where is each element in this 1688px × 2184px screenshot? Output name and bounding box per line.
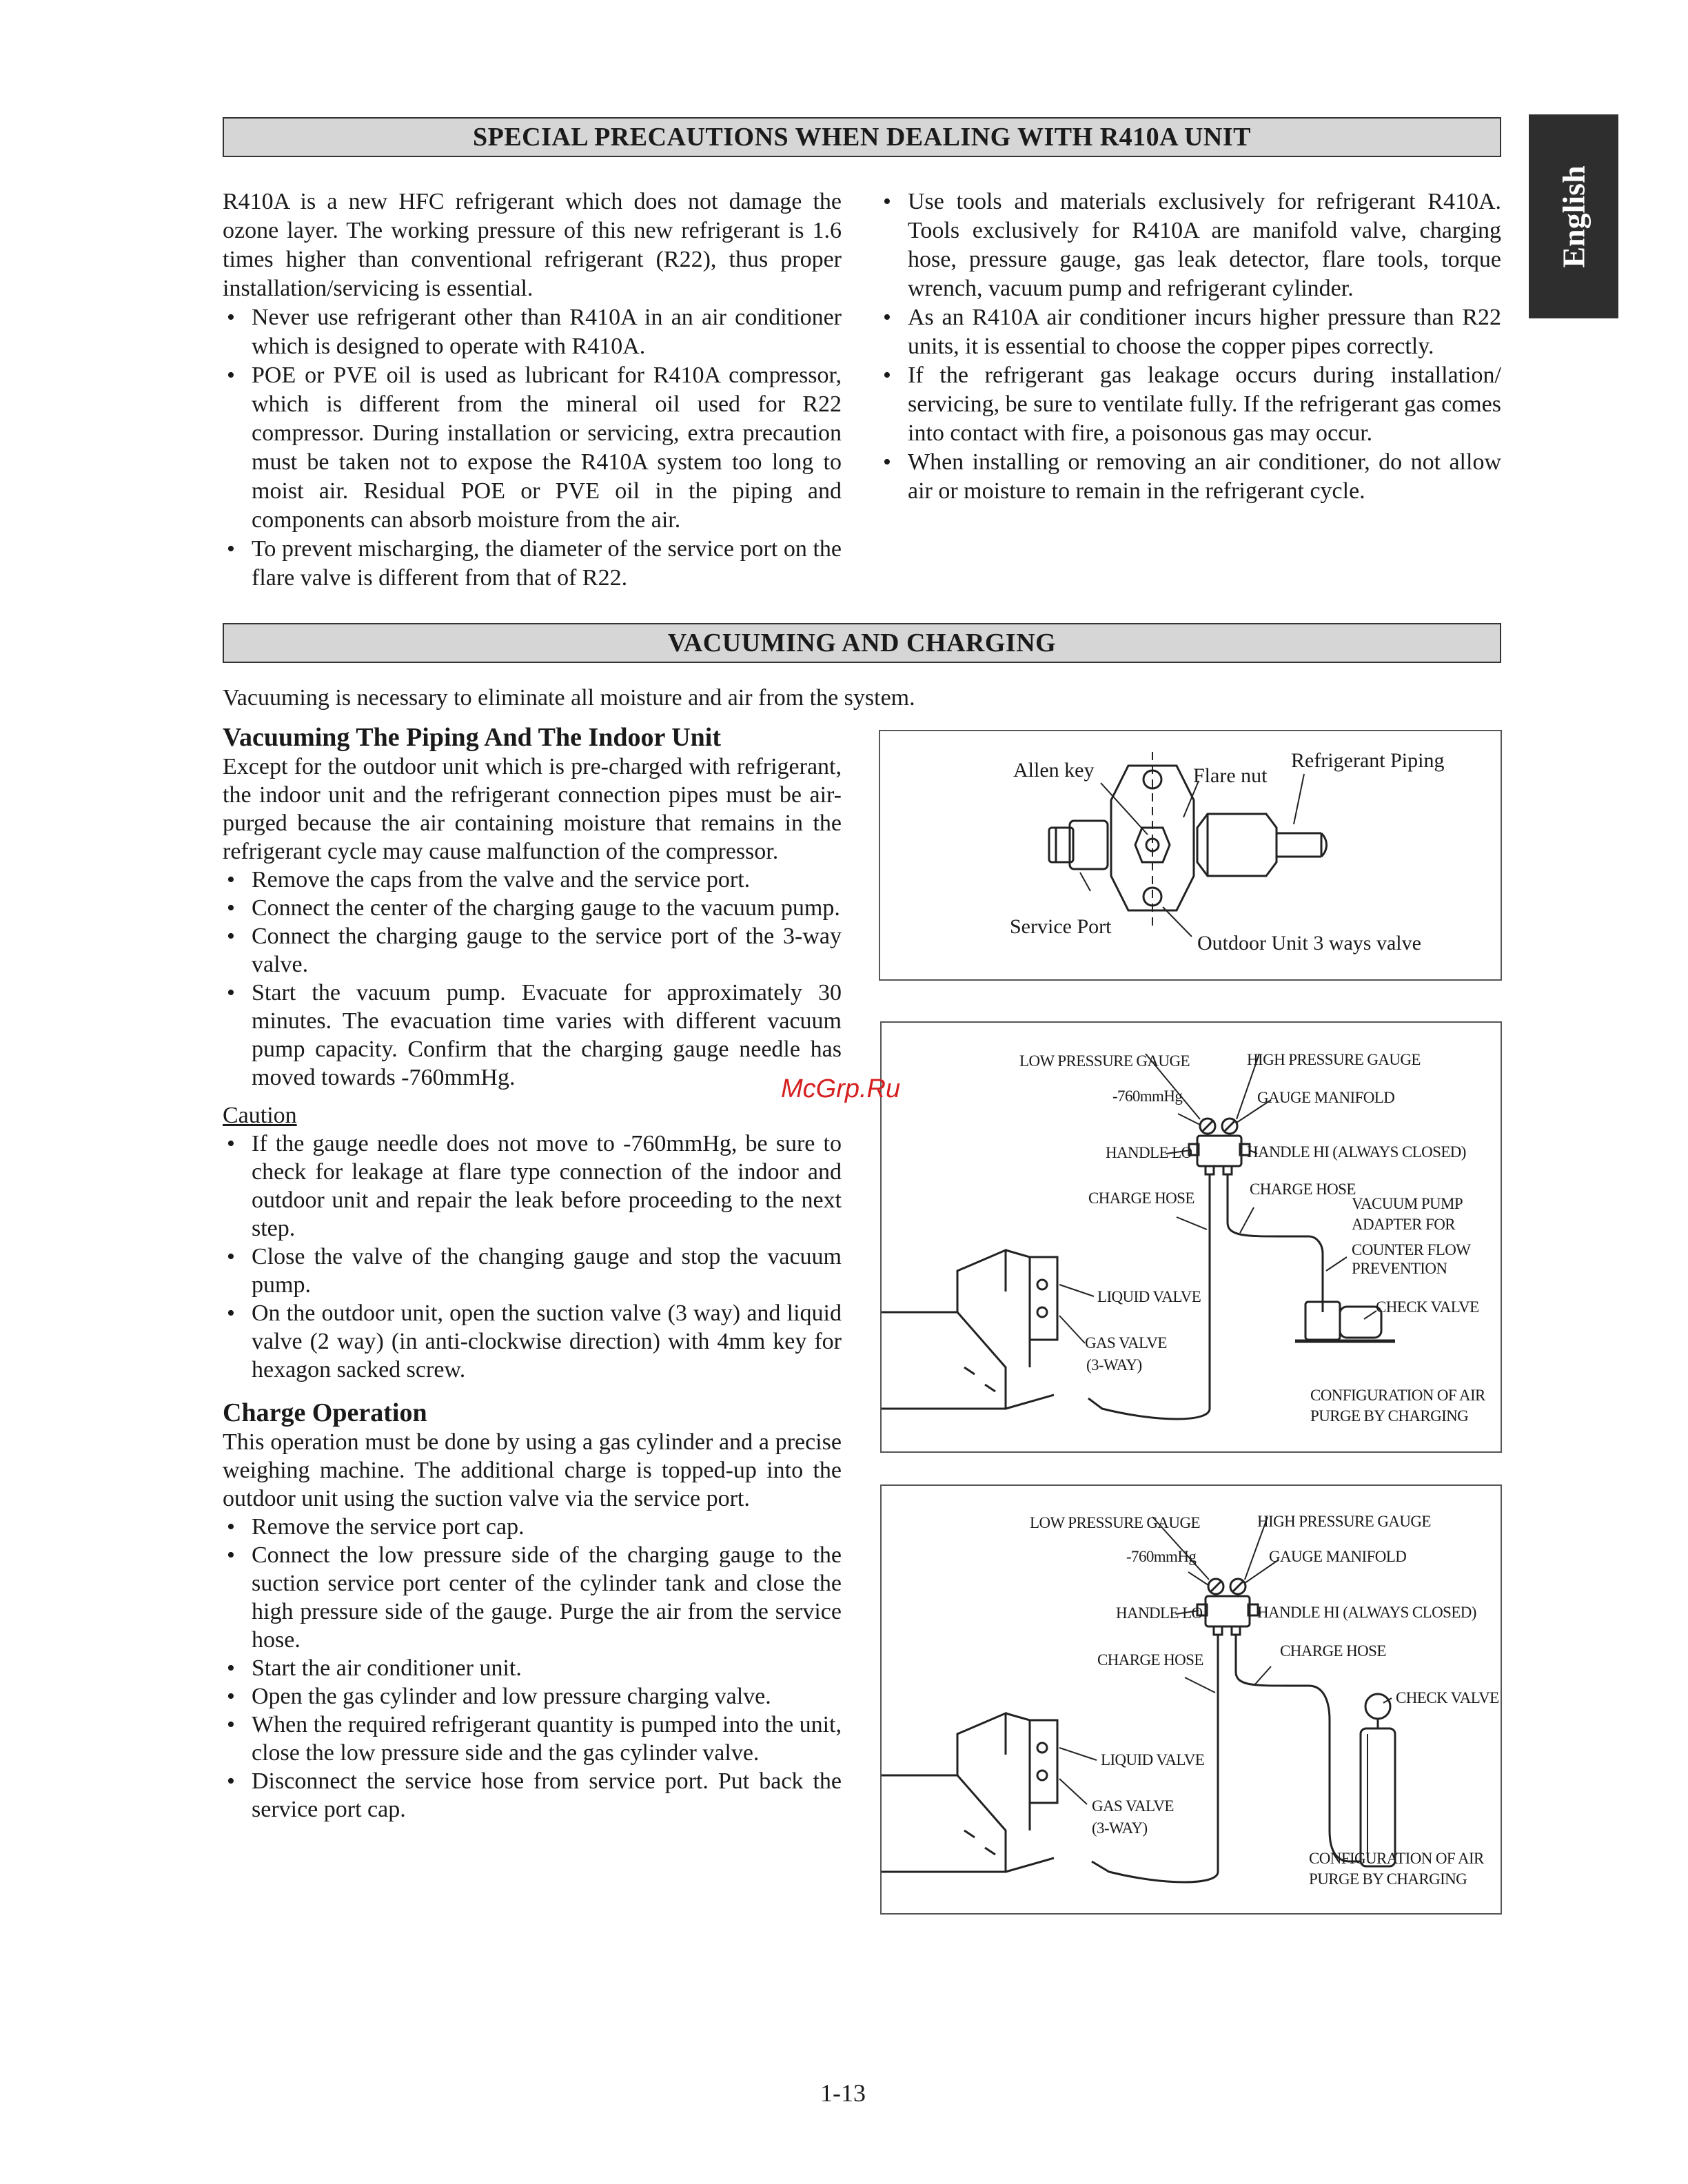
list-item: • Open the gas cylinder and low pressure charging valve. (223, 1682, 842, 1711)
label-high-pressure-gauge: HIGH PRESSURE GAUGE (1257, 1513, 1431, 1530)
vacuuming-intro (223, 684, 1501, 713)
list-item: • Disconnect the service hose from service port. Put back the service port cap. (223, 1767, 842, 1824)
label-high-pressure-gauge: HIGH PRESSURE GAUGE (1247, 1051, 1421, 1068)
label-low-pressure-gauge: LOW PRESSURE GAUGE (1030, 1514, 1200, 1531)
label-handle-hi: HANDLE HI (ALWAYS CLOSED) (1257, 1604, 1476, 1621)
label-vacuum-reading: -760mmHg (1112, 1088, 1183, 1105)
list-item: • Connect the charging gauge to the service port of the 3-way valve. (223, 922, 842, 979)
figure-caption-line-2: PURGE BY CHARGING (1310, 1407, 1469, 1425)
figure-caption-line-1: CONFIGURATION OF AIR (1309, 1850, 1484, 1867)
vacuum-heading: Vacuuming The Piping And The Indoor Unit (223, 723, 721, 752)
label-gas-valve: GAS VALVE (1085, 1334, 1167, 1351)
precautions-intro: R410A is a new HFC refrigerant which does not damage the ozone layer. The working pressure of this new refrigerant is 1.6 times higher than conventional refrigerant (R22), thus proper installation/servicing is essential. (223, 189, 842, 301)
precautions-left-column (223, 187, 842, 593)
language-tab-label: English (1556, 165, 1592, 268)
section-title-precautions: SPECIAL PRECAUTIONS WHEN DEALING WITH R410A UNIT (223, 117, 1501, 157)
list-item: • As an R410A air conditioner incurs higher pressure than R22 units, it is essential to choose the copper pipes correctly. (879, 303, 1501, 361)
list-item: • Remove the caps from the valve and the service port. (223, 866, 842, 894)
list-item: • When installing or removing an air conditioner, do not allow air or moisture to remain in the refrigerant cycle. (879, 448, 1501, 506)
label-refrigerant-piping: Refrigerant Piping (1291, 749, 1445, 772)
caution-list (223, 1130, 842, 1384)
precautions-left-list (223, 303, 842, 593)
list-item: • To prevent mischarging, the diameter of the service port on the flare valve is different from that of R22. (223, 535, 842, 593)
vacuuming-left-column (223, 722, 842, 1824)
watermark: McGrp.Ru (781, 1074, 901, 1103)
label-gauge-manifold: GAUGE MANIFOLD (1269, 1548, 1407, 1565)
vacuum-steps (223, 866, 842, 1092)
page-number: 1-13 (820, 2079, 866, 2107)
vacuum-configuration-figure (880, 1021, 1502, 1453)
label-handle-hi: HANDLE HI (ALWAYS CLOSED) (1247, 1143, 1466, 1161)
list-item: • Close the valve of the changing gauge and stop the vacuum pump. (223, 1243, 842, 1299)
label-low-pressure-gauge: LOW PRESSURE GAUGE (1019, 1052, 1190, 1070)
label-3-way: (3-WAY) (1086, 1356, 1142, 1374)
label-charge-hose-right: CHARGE HOSE (1280, 1642, 1386, 1660)
list-item: • Remove the service port cap. (223, 1513, 842, 1541)
label-check-valve: CHECK VALVE (1396, 1689, 1499, 1706)
list-item: • Connect the low pressure side of the charging gauge to the suction service port center of the cylinder tank and close the high pressure side of the gauge. Purge the air from the service hose. (223, 1541, 842, 1654)
caution-label: Caution (223, 1103, 297, 1128)
label-adapter-line-4: PREVENTION (1352, 1260, 1447, 1277)
label-allen-key: Allen key (1013, 759, 1095, 782)
list-item: • Start the vacuum pump. Evacuate for approximately 30 minutes. The evacuation time varies with different vacuum pump capacity. Confirm that the charging gauge needle has moved towards -760mmHg. (223, 979, 842, 1092)
vacuum-text: Except for the outdoor unit which is pre-charged with refrigerant, the indoor unit and the refrigerant connection pipes must be air-purged because the air containing moisture that remains in the refrigerant cycle may cause malfunction of the compressor. (223, 754, 842, 864)
precautions-right-column (879, 187, 1501, 506)
label-vacuum-reading: -760mmHg (1126, 1548, 1197, 1565)
charge-heading: Charge Operation (223, 1398, 427, 1427)
figure-caption-line-2: PURGE BY CHARGING (1309, 1870, 1467, 1888)
list-item: • Start the air conditioner unit. (223, 1654, 842, 1682)
vacuuming-intro-text: Vacuuming is necessary to eliminate all moisture and air from the system. (223, 685, 915, 711)
valve-figure (879, 730, 1502, 981)
list-item: • Connect the center of the charging gauge to the vacuum pump. (223, 894, 842, 922)
language-tab (1529, 114, 1618, 318)
section-title-vacuuming: VACUUMING AND CHARGING (223, 623, 1501, 663)
label-charge-hose-left: CHARGE HOSE (1097, 1651, 1203, 1668)
label-liquid-valve: LIQUID VALVE (1101, 1751, 1205, 1768)
precautions-right-list (879, 187, 1501, 506)
label-3-way-valve: Outdoor Unit 3 ways valve (1197, 932, 1421, 955)
label-adapter-line-1: VACUUM PUMP (1352, 1195, 1463, 1212)
label-adapter-line-3: COUNTER FLOW (1352, 1241, 1471, 1258)
label-gas-valve: GAS VALVE (1092, 1797, 1174, 1815)
label-handle-lo: HANDLE LO (1106, 1144, 1192, 1161)
list-item: • If the refrigerant gas leakage occurs during installation/ servicing, be sure to ventilate fully. If the refrigerant gas comes into contact with fire, a poisonous gas may occur. (879, 361, 1501, 448)
label-3-way: (3-WAY) (1092, 1819, 1148, 1837)
list-item: • When the required refrigerant quantity is pumped into the unit, close the low pressure side and the gas cylinder valve. (223, 1711, 842, 1767)
charge-text: This operation must be done by using a gas cylinder and a precise weighing machine. The additional charge is topped-up into the outdoor unit using the suction valve via the service port. (223, 1429, 842, 1511)
label-check-valve: CHECK VALVE (1376, 1298, 1479, 1316)
label-liquid-valve: LIQUID VALVE (1097, 1288, 1201, 1305)
list-item: • Never use refrigerant other than R410A in an air conditioner which is designed to operate with R410A. (223, 303, 842, 361)
charge-configuration-figure (880, 1484, 1502, 1915)
label-handle-lo: HANDLE LO (1116, 1604, 1203, 1622)
label-charge-hose-left: CHARGE HOSE (1088, 1190, 1194, 1207)
charge-steps (223, 1513, 842, 1824)
label-gauge-manifold: GAUGE MANIFOLD (1257, 1089, 1395, 1106)
figure-caption-line-1: CONFIGURATION OF AIR (1310, 1387, 1485, 1404)
list-item: • On the outdoor unit, open the suction valve (3 way) and liquid valve (2 way) (in anti-clockwise direction) with 4mm key for hexagon sacked screw. (223, 1299, 842, 1384)
label-flare-nut: Flare nut (1193, 764, 1268, 787)
label-service-port: Service Port (1010, 915, 1112, 938)
label-charge-hose-right: CHARGE HOSE (1250, 1181, 1356, 1198)
list-item: • Use tools and materials exclusively for refrigerant R410A. Tools exclusively for R410A are manifold valve, charging hose, pressure gauge, gas leak detector, flare tools, torque wrench, vacuum pump and refrigerant cylinder. (879, 187, 1501, 303)
label-adapter-line-2: ADAPTER FOR (1352, 1216, 1455, 1233)
list-item: • If the gauge needle does not move to -760mmHg, be sure to check for leakage at flare type connection of the indoor and outdoor unit and repair the leak before proceeding to the next step. (223, 1130, 842, 1243)
list-item: • POE or PVE oil is used as lubricant for R410A compressor, which is different from the mineral oil used for R22 compressor. During installation or servicing, extra precaution must be taken not to expose the R410A system too long to moist air. Residual POE or PVE oil in the piping and components can absorb moisture from the air. (223, 361, 842, 535)
